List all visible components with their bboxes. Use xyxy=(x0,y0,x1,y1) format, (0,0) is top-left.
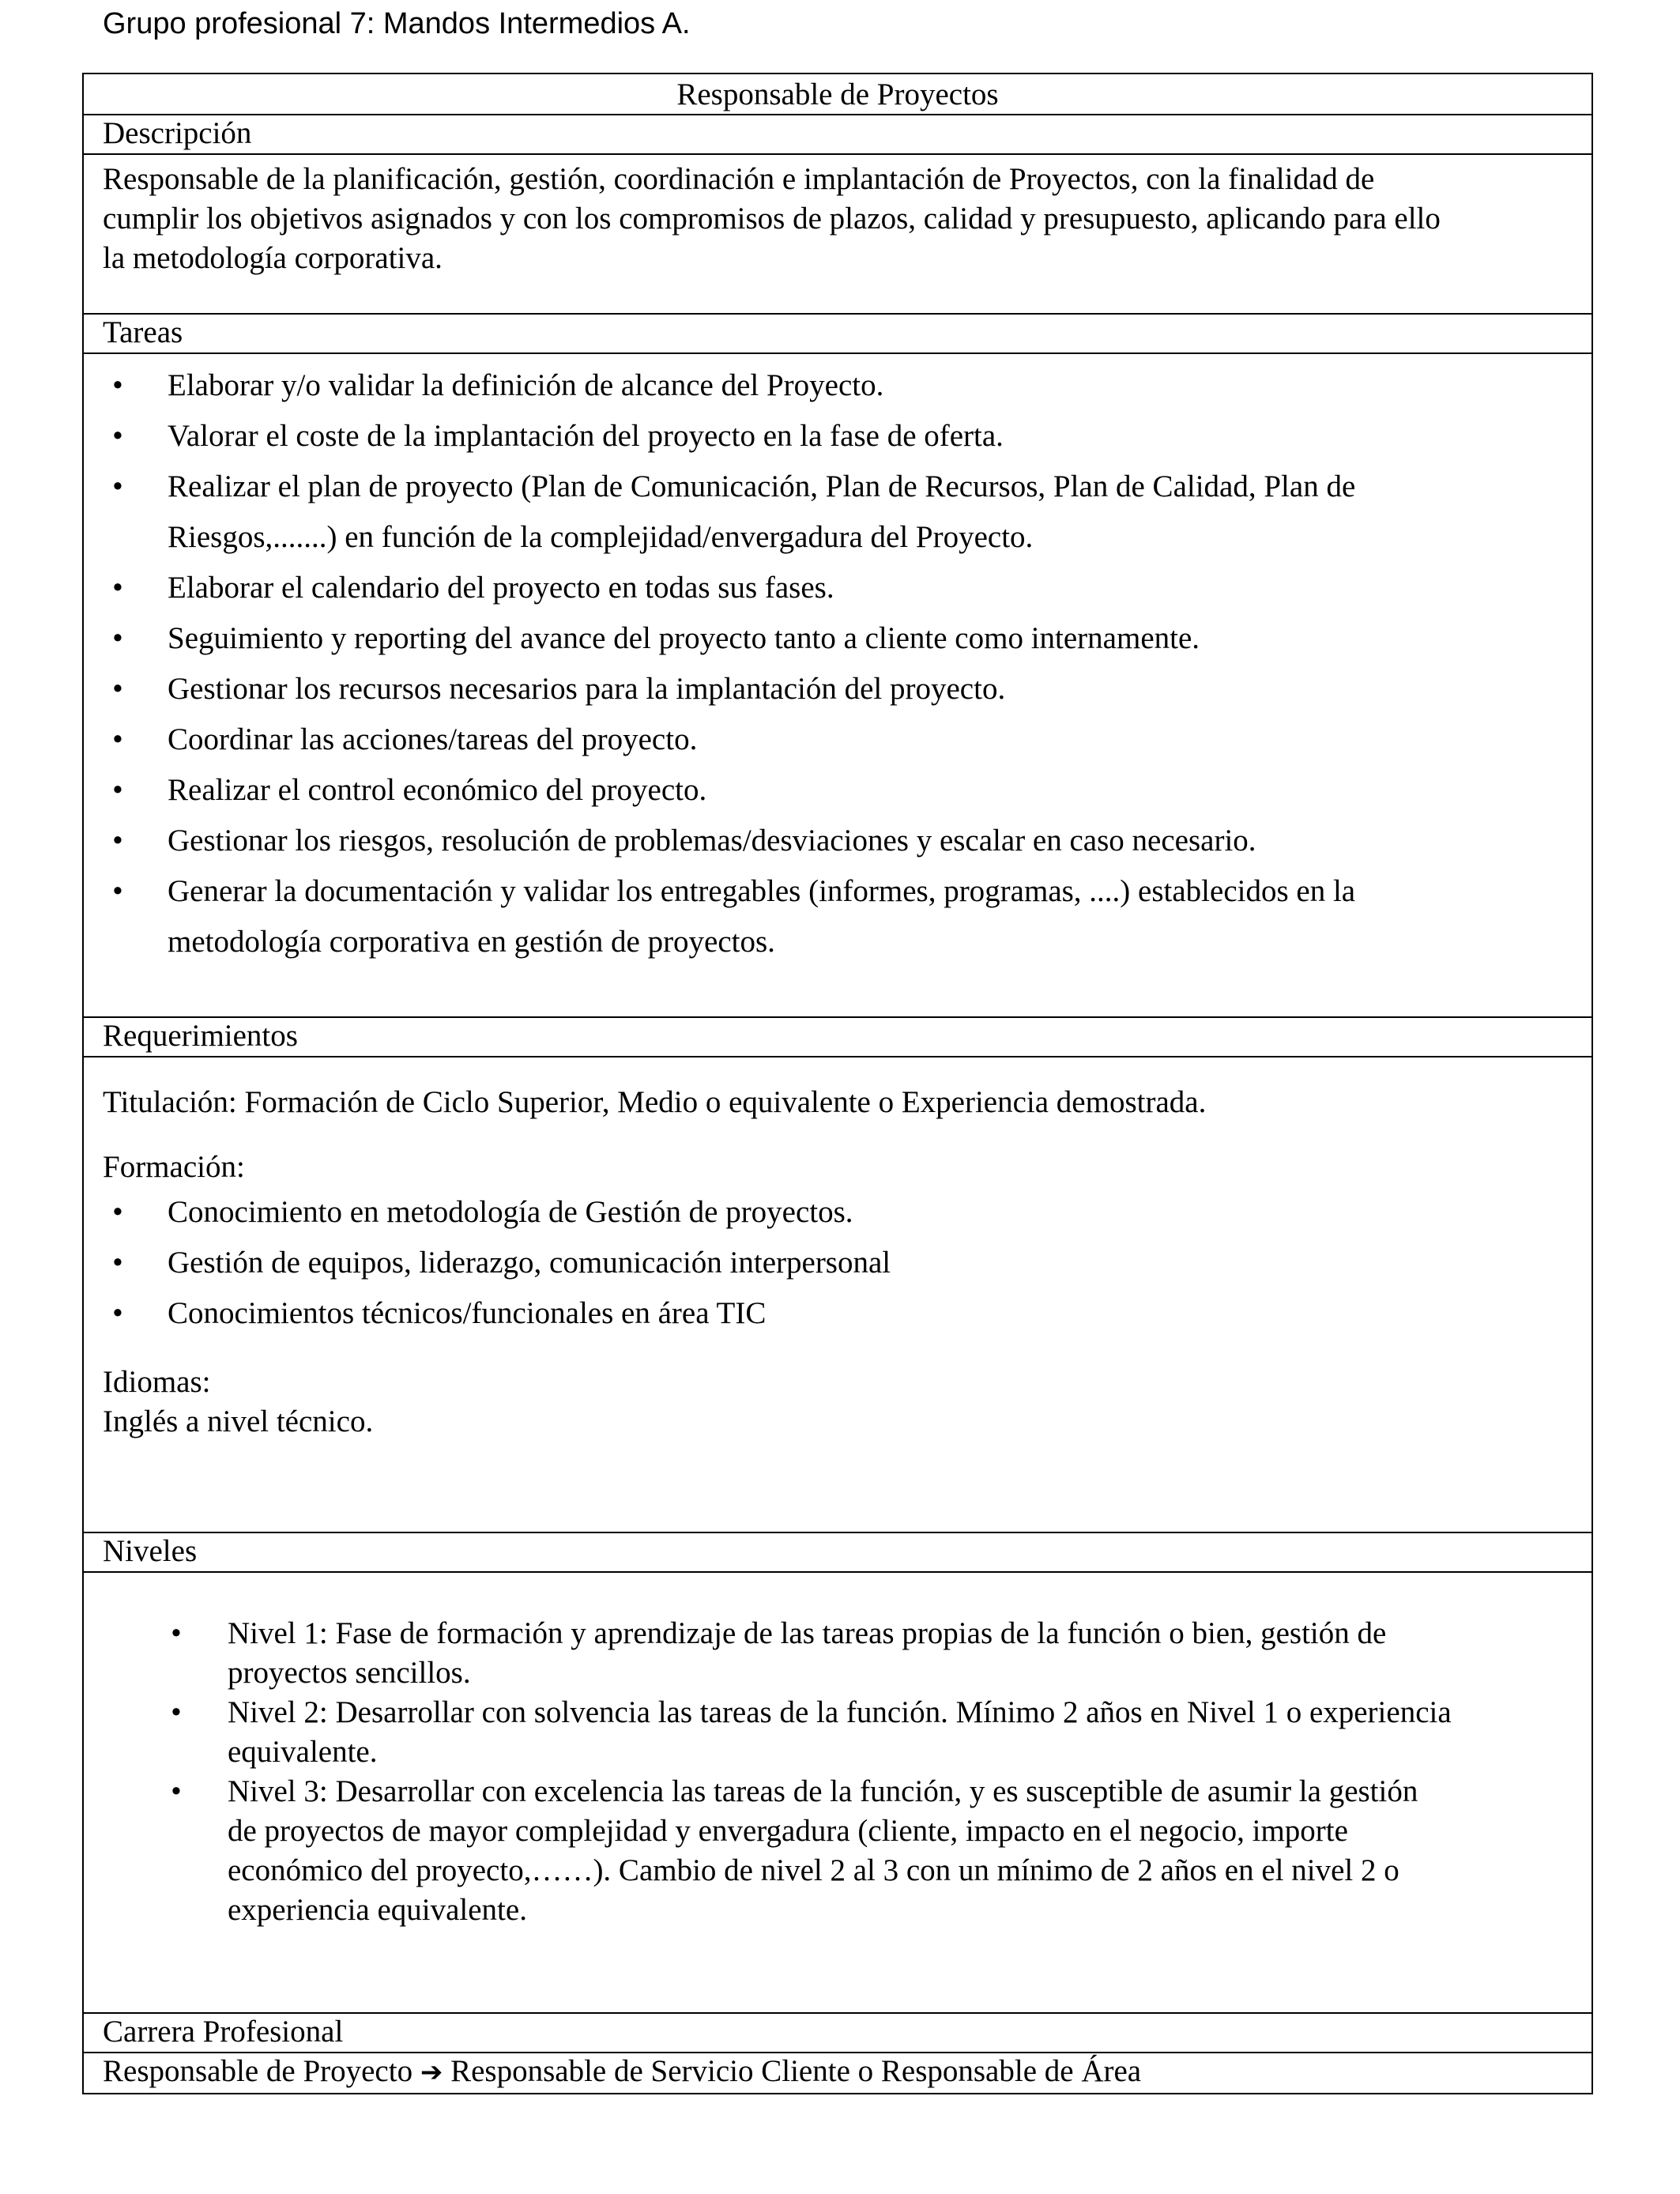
list-item-line: Valorar el coste de la implantación del proyecto en la fase de oferta. xyxy=(168,419,1004,453)
idiomas-label: Idiomas: xyxy=(103,1365,211,1399)
table-title: Responsable de Proyectos xyxy=(84,74,1591,115)
tareas-section xyxy=(84,354,1591,1018)
niveles-section xyxy=(84,1573,1591,2014)
list-item xyxy=(103,1772,1569,1930)
list-item-line: Conocimiento en metodología de Gestión de proyectos. xyxy=(168,1195,853,1229)
bullet-icon: • xyxy=(112,571,123,605)
carrera-from: Responsable de Proyecto xyxy=(103,2054,413,2088)
descripcion-line: la metodología corporativa. xyxy=(103,241,443,275)
list-item xyxy=(103,462,1569,563)
bullet-icon: • xyxy=(171,1616,182,1650)
bullet-icon: • xyxy=(112,1195,123,1229)
list-item xyxy=(103,613,1569,664)
list-item-line: equivalente. xyxy=(228,1735,378,1769)
list-item xyxy=(103,816,1569,866)
job-profile-table xyxy=(82,73,1593,2094)
list-item xyxy=(103,866,1569,967)
list-item-line: Nivel 3: Desarrollar con excelencia las tareas de la función, y es susceptible de asumir la gestión xyxy=(228,1774,1418,1808)
bullet-icon: • xyxy=(112,722,123,756)
section-label-carrera: Carrera Profesional xyxy=(84,2014,1591,2053)
list-item-line: Conocimientos técnicos/funcionales en área TIC xyxy=(168,1296,767,1330)
descripcion-line: cumplir los objetivos asignados y con los compromisos de plazos, calidad y presupuesto, aplicando para ello xyxy=(103,202,1441,236)
list-item-line: Elaborar el calendario del proyecto en todas sus fases. xyxy=(168,571,834,605)
section-label-requerimientos: Requerimientos xyxy=(84,1018,1591,1057)
section-label-tareas: Tareas xyxy=(84,315,1591,354)
list-item-line: Realizar el control económico del proyecto. xyxy=(168,773,707,807)
bullet-icon: • xyxy=(112,824,123,858)
descripcion-text xyxy=(84,155,1591,315)
bullet-icon: • xyxy=(112,874,123,908)
list-item-line: económico del proyecto,……). Cambio de nivel 2 al 3 con un mínimo de 2 años en el nivel 2 o xyxy=(228,1853,1399,1887)
list-item-line: Gestión de equipos, liderazgo, comunicación interpersonal xyxy=(168,1246,891,1280)
requerimientos-section xyxy=(84,1057,1591,1533)
list-item xyxy=(103,1187,1569,1238)
list-item xyxy=(103,1693,1569,1772)
formacion-list xyxy=(103,1187,1569,1339)
section-label-descripcion: Descripción xyxy=(84,115,1591,155)
list-item xyxy=(103,1614,1569,1693)
bullet-icon: • xyxy=(112,1246,123,1280)
list-item xyxy=(103,714,1569,765)
bullet-icon: • xyxy=(171,1695,182,1729)
list-item xyxy=(103,664,1569,714)
list-item-line: metodología corporativa en gestión de proyectos. xyxy=(168,925,775,959)
list-item xyxy=(103,411,1569,462)
bullet-icon: • xyxy=(112,773,123,807)
bullet-icon: • xyxy=(112,1296,123,1330)
list-item-line: Elaborar y/o validar la definición de alcance del Proyecto. xyxy=(168,368,884,402)
idiomas-value: Inglés a nivel técnico. xyxy=(103,1404,374,1438)
list-item xyxy=(103,1238,1569,1288)
bullet-icon: • xyxy=(171,1774,182,1808)
list-item-line: de proyectos de mayor complejidad y envergadura (cliente, impacto en el negocio, importe xyxy=(228,1814,1348,1848)
list-item-line: Seguimiento y reporting del avance del proyecto tanto a cliente como internamente. xyxy=(168,621,1200,655)
list-item-line: experiencia equivalente. xyxy=(228,1893,527,1927)
formacion-label: Formación: xyxy=(103,1150,245,1184)
list-item xyxy=(103,563,1569,613)
list-item-line: Gestionar los riesgos, resolución de problemas/desviaciones y escalar en caso necesario. xyxy=(168,824,1256,858)
list-item xyxy=(103,360,1569,411)
list-item-line: Riesgos,.......) en función de la complejidad/envergadura del Proyecto. xyxy=(168,520,1034,554)
descripcion-line: Responsable de la planificación, gestión, coordinación e implantación de Proyectos, con la finalidad de xyxy=(103,162,1375,196)
list-item xyxy=(103,1288,1569,1339)
page-heading: Grupo profesional 7: Mandos Intermedios A. xyxy=(103,7,691,40)
section-label-niveles: Niveles xyxy=(84,1533,1591,1573)
niveles-list xyxy=(103,1614,1569,1930)
right-arrow-icon: ➔ xyxy=(420,2056,443,2088)
carrera-path xyxy=(84,2053,1591,2093)
list-item-line: Gestionar los recursos necesarios para la implantación del proyecto. xyxy=(168,672,1006,706)
bullet-icon: • xyxy=(112,621,123,655)
list-item xyxy=(103,765,1569,816)
list-item-line: Realizar el plan de proyecto (Plan de Comunicación, Plan de Recursos, Plan de Calidad, Plan de xyxy=(168,469,1356,503)
list-item-line: Nivel 2: Desarrollar con solvencia las tareas de la función. Mínimo 2 años en Nivel 1 o experiencia xyxy=(228,1695,1452,1729)
list-item-line: proyectos sencillos. xyxy=(228,1656,471,1690)
tareas-list xyxy=(103,360,1569,967)
list-item-line: Generar la documentación y validar los entregables (informes, programas, ....) establecidos en la xyxy=(168,874,1356,908)
bullet-icon: • xyxy=(112,368,123,402)
titulacion-text: Titulación: Formación de Ciclo Superior, Medio o equivalente o Experiencia demostrada. xyxy=(103,1085,1207,1119)
bullet-icon: • xyxy=(112,469,123,503)
bullet-icon: • xyxy=(112,672,123,706)
list-item-line: Nivel 1: Fase de formación y aprendizaje de las tareas propias de la función o bien, gestión de xyxy=(228,1616,1387,1650)
carrera-to: Responsable de Servicio Cliente o Responsable de Área xyxy=(450,2054,1142,2088)
list-item-line: Coordinar las acciones/tareas del proyecto. xyxy=(168,722,698,756)
bullet-icon: • xyxy=(112,419,123,453)
